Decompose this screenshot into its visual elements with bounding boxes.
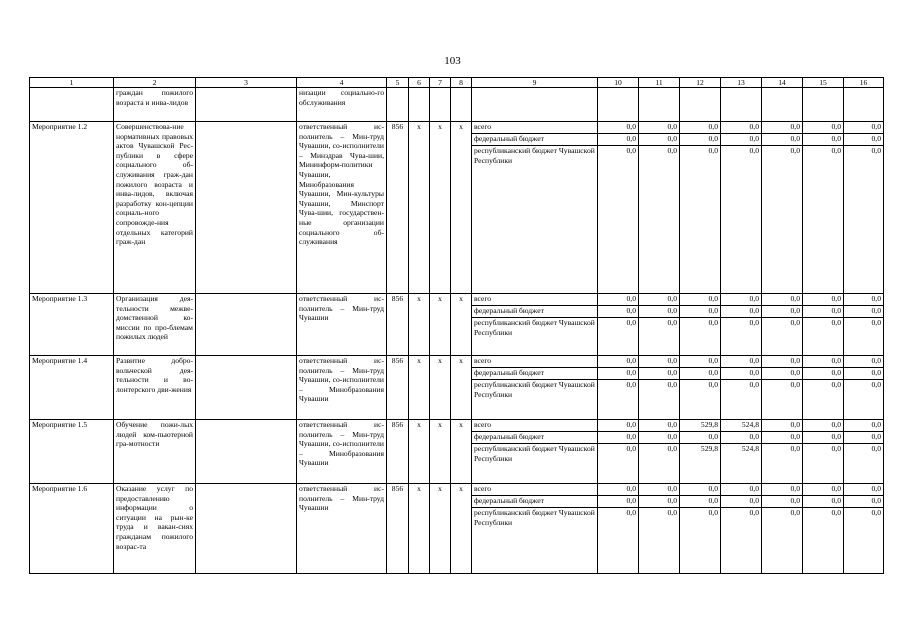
measure-id-cell: Мероприятие 1.6 [30, 484, 114, 574]
value-cell: 0,0 [639, 420, 680, 432]
value-cell: 0,0 [844, 122, 884, 134]
value-cell: 0,0 [844, 306, 884, 318]
measure-id-cell: Мероприятие 1.5 [30, 420, 114, 484]
value-cell: 0,0 [598, 380, 639, 420]
executor-cell: ответственный ис-полнитель – Мин-труд Чувашии [297, 484, 387, 574]
value-cell: 0,0 [680, 306, 721, 318]
value-cell: 0,0 [762, 122, 803, 134]
value-cell: 0,0 [844, 420, 884, 432]
measure-name-cell: Обучение пожи-лых людей ком-пьютерной гра-мотности [114, 420, 196, 484]
empty-cell [409, 88, 430, 122]
value-cell: 0,0 [721, 318, 762, 356]
value-cell: 0,0 [803, 508, 844, 574]
column-header: 16 [844, 78, 884, 88]
value-cell: 0,0 [803, 496, 844, 508]
value-cell: 0,0 [844, 432, 884, 444]
value-cell: 0,0 [680, 368, 721, 380]
code-cell: х [430, 122, 451, 294]
value-cell: 0,0 [639, 432, 680, 444]
value-cell: 0,0 [639, 122, 680, 134]
program-table [29, 77, 884, 574]
value-cell: 0,0 [762, 306, 803, 318]
value-cell: 0,0 [721, 356, 762, 368]
executor-cell: ответственный ис-полнитель – Мин-труд Чувашии, со-исполнители – Минздрав Чува-шии, Мининформ-политики Чувашии, Минобразования Чувашии, Мин-культуры Чувашии, Минспорт Чува-шии, государствен-ные организации социального об-служивания [297, 122, 387, 294]
empty-cell [844, 88, 884, 122]
value-cell: 0,0 [803, 420, 844, 432]
value-cell: 0,0 [680, 146, 721, 294]
value-cell: 0,0 [598, 356, 639, 368]
value-cell: 0,0 [721, 306, 762, 318]
measure-name-cell: граждан пожилого возраста и инва-лидов [114, 88, 196, 122]
funding-source-cell: республиканский бюджет Чувашской Республики [472, 444, 598, 484]
value-cell: 0,0 [803, 306, 844, 318]
empty-cell [451, 88, 472, 122]
funding-source-cell: республиканский бюджет Чувашской Республики [472, 508, 598, 574]
value-cell: 0,0 [639, 146, 680, 294]
value-cell: 0,0 [639, 496, 680, 508]
executor-cell: ответственный ис-полнитель – Мин-труд Чувашии [297, 294, 387, 356]
column-header: 8 [451, 78, 472, 88]
funding-source-cell: всего [472, 356, 598, 368]
code-cell: х [451, 420, 472, 484]
measure-name-cell: Организация дея-тельности межве-домственной ко-миссии по про-блемам пожилых людей [114, 294, 196, 356]
value-cell: 0,0 [680, 484, 721, 496]
value-cell: 0,0 [598, 484, 639, 496]
column-header: 4 [297, 78, 387, 88]
value-cell: 0,0 [680, 122, 721, 134]
value-cell: 0,0 [639, 318, 680, 356]
value-cell: 0,0 [598, 122, 639, 134]
column-header: 3 [196, 78, 297, 88]
column-header: 12 [680, 78, 721, 88]
code-cell: х [409, 420, 430, 484]
value-cell: 0,0 [598, 146, 639, 294]
empty-cell [196, 122, 297, 294]
measure-name-cell: Совершенствова-ние нормативных правовых актов Чувашской Рес-публики в сфере социального об-служивания граж-дан пожилого возраста и инва-лидов, включая разработку кон-цепции социаль-ного сопровожде-ния отдельных категорий граж-дан [114, 122, 196, 294]
value-cell: 0,0 [680, 356, 721, 368]
code-cell: 856 [387, 484, 409, 574]
value-cell: 529,8 [680, 420, 721, 432]
value-cell: 0,0 [844, 484, 884, 496]
value-cell: 0,0 [639, 444, 680, 484]
column-header: 10 [598, 78, 639, 88]
value-cell: 0,0 [803, 444, 844, 484]
column-header: 7 [430, 78, 451, 88]
value-cell: 0,0 [803, 146, 844, 294]
value-cell: 0,0 [680, 134, 721, 146]
value-cell: 0,0 [762, 134, 803, 146]
empty-cell [196, 294, 297, 356]
code-cell: х [451, 294, 472, 356]
value-cell: 0,0 [762, 484, 803, 496]
funding-source-cell: федеральный бюджет [472, 496, 598, 508]
page-number: 103 [444, 55, 461, 67]
funding-source-cell: республиканский бюджет Чувашской Республики [472, 318, 598, 356]
code-cell: х [430, 484, 451, 574]
value-cell: 0,0 [721, 508, 762, 574]
value-cell: 0,0 [803, 484, 844, 496]
value-cell: 0,0 [762, 380, 803, 420]
measure-name-cell: Оказание услуг по предоставлению информации о ситуации на рын-ке труда и вакан-сиях гражданам пожилого возрас-та [114, 484, 196, 574]
executor-cell: низации социально-го обслуживания [297, 88, 387, 122]
empty-cell [196, 420, 297, 484]
funding-source-cell: федеральный бюджет [472, 306, 598, 318]
empty-cell [803, 88, 844, 122]
measure-id-cell: Мероприятие 1.3 [30, 294, 114, 356]
empty-cell [472, 88, 598, 122]
value-cell: 0,0 [844, 496, 884, 508]
code-cell: 856 [387, 420, 409, 484]
empty-cell [196, 88, 297, 122]
value-cell: 0,0 [598, 318, 639, 356]
value-cell: 0,0 [762, 318, 803, 356]
measure-name-cell: Развитие добро-вольческой дея-тельности и во-лонтерского дви-жения [114, 356, 196, 420]
funding-source-cell: федеральный бюджет [472, 432, 598, 444]
value-cell: 0,0 [762, 444, 803, 484]
value-cell: 0,0 [844, 318, 884, 356]
value-cell: 0,0 [762, 420, 803, 432]
code-cell: х [451, 356, 472, 420]
measure-id-cell: Мероприятие 1.2 [30, 122, 114, 294]
code-cell: х [451, 484, 472, 574]
continuation-row [30, 88, 884, 122]
value-cell: 0,0 [803, 368, 844, 380]
value-cell: 0,0 [844, 146, 884, 294]
value-cell: 0,0 [721, 294, 762, 306]
code-cell: х [430, 356, 451, 420]
value-cell: 0,0 [803, 294, 844, 306]
value-cell: 0,0 [844, 508, 884, 574]
executor-cell: ответственный ис-полнитель – Мин-труд Чувашии, со-исполнители – Минобразования Чувашии [297, 420, 387, 484]
value-cell: 0,0 [680, 380, 721, 420]
value-cell: 0,0 [598, 294, 639, 306]
empty-cell [598, 88, 639, 122]
funding-source-cell: республиканский бюджет Чувашской Республики [472, 380, 598, 420]
value-cell: 0,0 [639, 484, 680, 496]
empty-cell [680, 88, 721, 122]
table-row [30, 356, 884, 368]
empty-cell [639, 88, 680, 122]
value-cell: 0,0 [680, 496, 721, 508]
column-header: 2 [114, 78, 196, 88]
code-cell: х [409, 484, 430, 574]
value-cell: 0,0 [598, 306, 639, 318]
value-cell: 0,0 [598, 368, 639, 380]
value-cell: 0,0 [639, 294, 680, 306]
value-cell: 0,0 [639, 306, 680, 318]
value-cell: 0,0 [598, 432, 639, 444]
value-cell: 0,0 [803, 380, 844, 420]
value-cell: 0,0 [844, 356, 884, 368]
code-cell: х [430, 294, 451, 356]
value-cell: 0,0 [762, 356, 803, 368]
value-cell: 0,0 [639, 380, 680, 420]
funding-source-cell: федеральный бюджет [472, 368, 598, 380]
empty-cell [762, 88, 803, 122]
code-cell: х [451, 122, 472, 294]
value-cell: 0,0 [762, 146, 803, 294]
value-cell: 0,0 [721, 432, 762, 444]
value-cell: 0,0 [803, 122, 844, 134]
value-cell: 0,0 [598, 508, 639, 574]
value-cell: 0,0 [762, 294, 803, 306]
code-cell: х [409, 356, 430, 420]
value-cell: 0,0 [721, 146, 762, 294]
value-cell: 0,0 [721, 484, 762, 496]
column-header: 5 [387, 78, 409, 88]
value-cell: 0,0 [721, 134, 762, 146]
empty-cell [196, 484, 297, 574]
column-header: 14 [762, 78, 803, 88]
executor-cell: ответственный ис-полнитель – Мин-труд Чувашии, со-исполнители – Минобразования Чувашии [297, 356, 387, 420]
value-cell: 0,0 [844, 294, 884, 306]
value-cell: 0,0 [762, 496, 803, 508]
table-row [30, 122, 884, 134]
code-cell: 856 [387, 294, 409, 356]
measure-id-cell: Мероприятие 1.4 [30, 356, 114, 420]
value-cell: 0,0 [680, 432, 721, 444]
table-row [30, 294, 884, 306]
funding-source-cell: всего [472, 122, 598, 134]
funding-source-cell: республиканский бюджет Чувашской Республики [472, 146, 598, 294]
column-header: 13 [721, 78, 762, 88]
table-row [30, 484, 884, 496]
column-header: 11 [639, 78, 680, 88]
value-cell: 0,0 [639, 368, 680, 380]
value-cell: 0,0 [680, 318, 721, 356]
column-header: 1 [30, 78, 114, 88]
code-cell: х [409, 294, 430, 356]
funding-source-cell: всего [472, 484, 598, 496]
empty-cell [196, 356, 297, 420]
empty-cell [387, 88, 409, 122]
column-header: 15 [803, 78, 844, 88]
value-cell: 0,0 [844, 380, 884, 420]
value-cell: 0,0 [762, 432, 803, 444]
value-cell: 0,0 [844, 134, 884, 146]
column-header: 9 [472, 78, 598, 88]
value-cell: 0,0 [803, 318, 844, 356]
value-cell: 0,0 [639, 356, 680, 368]
code-cell: 856 [387, 356, 409, 420]
value-cell: 0,0 [680, 294, 721, 306]
value-cell: 0,0 [721, 496, 762, 508]
table-row [30, 420, 884, 432]
value-cell: 0,0 [639, 508, 680, 574]
value-cell: 0,0 [721, 368, 762, 380]
column-header: 6 [409, 78, 430, 88]
value-cell: 524,8 [721, 444, 762, 484]
value-cell: 0,0 [844, 368, 884, 380]
empty-cell [721, 88, 762, 122]
value-cell: 0,0 [762, 368, 803, 380]
value-cell: 0,0 [721, 380, 762, 420]
value-cell: 0,0 [762, 508, 803, 574]
value-cell: 0,0 [598, 420, 639, 432]
empty-cell [430, 88, 451, 122]
value-cell: 0,0 [680, 508, 721, 574]
code-cell: х [430, 420, 451, 484]
value-cell: 0,0 [598, 444, 639, 484]
funding-source-cell: всего [472, 420, 598, 432]
code-cell: 856 [387, 122, 409, 294]
value-cell: 0,0 [598, 134, 639, 146]
value-cell: 0,0 [803, 356, 844, 368]
funding-source-cell: всего [472, 294, 598, 306]
funding-source-cell: федеральный бюджет [472, 134, 598, 146]
value-cell: 0,0 [598, 496, 639, 508]
code-cell: х [409, 122, 430, 294]
value-cell: 0,0 [844, 444, 884, 484]
value-cell: 0,0 [721, 122, 762, 134]
value-cell: 529,8 [680, 444, 721, 484]
value-cell: 0,0 [639, 134, 680, 146]
header-row [30, 78, 884, 88]
value-cell: 0,0 [803, 134, 844, 146]
measure-id-cell [30, 88, 114, 122]
value-cell: 524,8 [721, 420, 762, 432]
value-cell: 0,0 [803, 432, 844, 444]
